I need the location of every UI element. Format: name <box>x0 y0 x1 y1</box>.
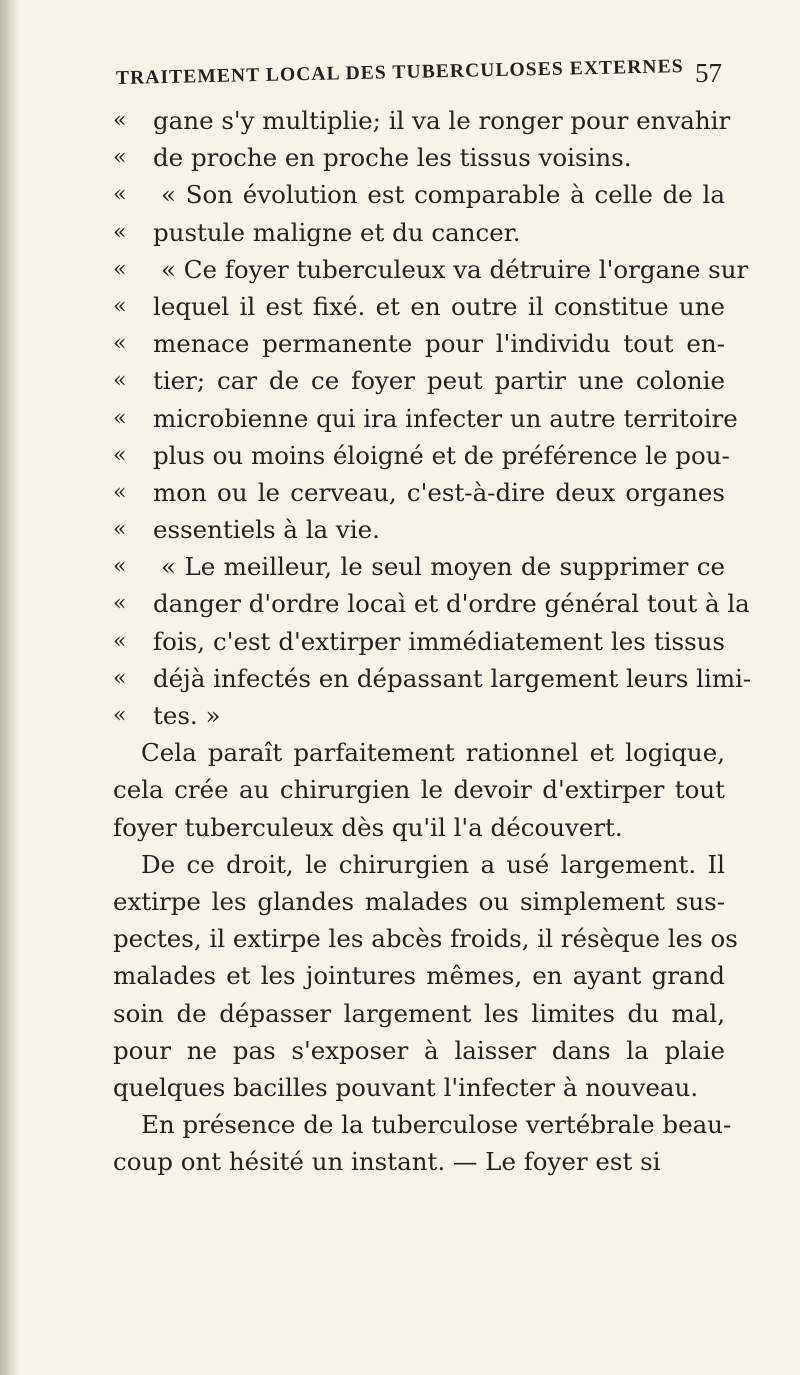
text-line <box>113 102 731 139</box>
line-text: quelques bacilles pouvant l'infecter à nouveau. <box>113 1072 699 1102</box>
line-text: En présence de la tuberculose vertébrale beau- <box>141 1110 732 1140</box>
quote-mark: « <box>113 554 127 580</box>
text-line <box>113 809 725 846</box>
text-line <box>113 697 725 734</box>
quote-mark: « <box>113 256 127 282</box>
text-line <box>113 585 750 622</box>
text-line <box>113 771 725 808</box>
body-text <box>113 102 752 1180</box>
page-number: 57 <box>695 58 722 88</box>
quote-mark: « <box>113 591 127 617</box>
line-text: menace permanente pour l'individu tout en- <box>153 329 725 359</box>
text-line <box>113 660 752 697</box>
text-line <box>113 846 725 883</box>
line-text: gane s'y multiplie; il va le ronger pour envahir <box>153 106 731 135</box>
quote-mark: « <box>113 442 127 468</box>
text-line <box>113 437 730 474</box>
binding-shadow <box>0 0 18 1375</box>
text-line <box>113 400 738 437</box>
line-text: « Son évolution est comparable à celle de la <box>161 180 725 210</box>
running-title: TRAITEMENT LOCAL DES TUBERCULOSES EXTERNES <box>115 56 684 89</box>
text-line <box>113 734 725 771</box>
page-header <box>116 58 722 98</box>
quote-mark: « <box>113 628 127 654</box>
line-text: tes. » <box>153 701 221 730</box>
text-line <box>113 957 725 994</box>
text-line <box>113 251 749 288</box>
text-line <box>113 1069 725 1106</box>
line-text: microbienne qui ira infecter un autre territoire <box>153 403 738 433</box>
line-text: pustule maligne et du cancer. <box>153 217 521 247</box>
quote-mark: « <box>113 703 127 728</box>
line-text: cela crée au chirurgien le devoir d'extirper tout <box>113 775 725 805</box>
quote-mark: « <box>113 368 127 394</box>
line-text: de proche en proche les tissus voisins. <box>153 143 632 173</box>
line-text: soin de dépasser largement les limites du mal, <box>113 998 725 1028</box>
line-text: déjà infectés en dépassant largement leurs limi- <box>153 663 752 693</box>
line-text: foyer tuberculeux dès qu'il l'a découvert. <box>113 812 623 842</box>
text-line <box>113 623 725 660</box>
quote-mark: « <box>113 293 127 319</box>
line-text: essentiels à la vie. <box>153 515 380 545</box>
line-text: coup ont hésité un instant. — Le foyer est si <box>113 1147 661 1177</box>
text-line <box>113 511 725 548</box>
line-text: « Ce foyer tuberculeux va détruire l'organe sur <box>161 254 749 284</box>
text-line <box>113 1032 725 1069</box>
line-text: De ce droit, le chirurgien a usé largement. Il <box>141 849 725 879</box>
text-line <box>113 1143 725 1180</box>
text-line <box>113 995 725 1032</box>
quote-mark: « <box>113 331 127 357</box>
quote-mark: « <box>113 219 127 245</box>
text-line <box>113 920 738 957</box>
line-text: plus ou moins éloigné et de préférence le pou- <box>153 440 730 470</box>
text-line <box>113 214 725 251</box>
line-text: pour ne pas s'exposer à laisser dans la plaie <box>113 1035 725 1065</box>
line-text: mon ou le cerveau, c'est-à-dire deux organes <box>153 477 725 507</box>
text-line <box>113 474 725 511</box>
line-text: extirpe les glandes malades ou simplement sus- <box>113 886 725 916</box>
quote-mark: « <box>113 108 127 133</box>
line-text: tier; car de ce foyer peut partir une colonie <box>153 366 725 396</box>
quote-mark: « <box>113 145 127 171</box>
text-line <box>113 548 725 585</box>
line-text: malades et les jointures mêmes, en ayant grand <box>113 961 725 991</box>
line-text: danger d'ordre locaì et d'ordre général tout à la <box>153 589 750 619</box>
line-text: « Le meilleur, le seul moyen de supprimer ce <box>161 552 725 582</box>
text-line <box>113 883 725 920</box>
quote-mark: « <box>113 479 127 505</box>
text-line <box>113 288 725 325</box>
quote-mark: « <box>113 182 127 208</box>
line-text: Cela paraît parfaitement rationnel et logique, <box>141 738 725 768</box>
line-text: pectes, il extirpe les abcès froids, il résèque les os <box>113 924 738 954</box>
quote-mark: « <box>113 665 127 691</box>
text-line <box>113 1106 732 1143</box>
text-line <box>113 325 725 362</box>
quote-mark: « <box>113 405 127 431</box>
text-line <box>113 362 725 399</box>
line-text: lequel il est fixé. et en outre il constitue une <box>153 291 725 321</box>
text-line <box>113 139 725 176</box>
line-text: fois, c'est d'extirper immédiatement les tissus <box>153 626 725 656</box>
quote-mark: « <box>113 517 127 543</box>
text-line <box>113 176 725 213</box>
